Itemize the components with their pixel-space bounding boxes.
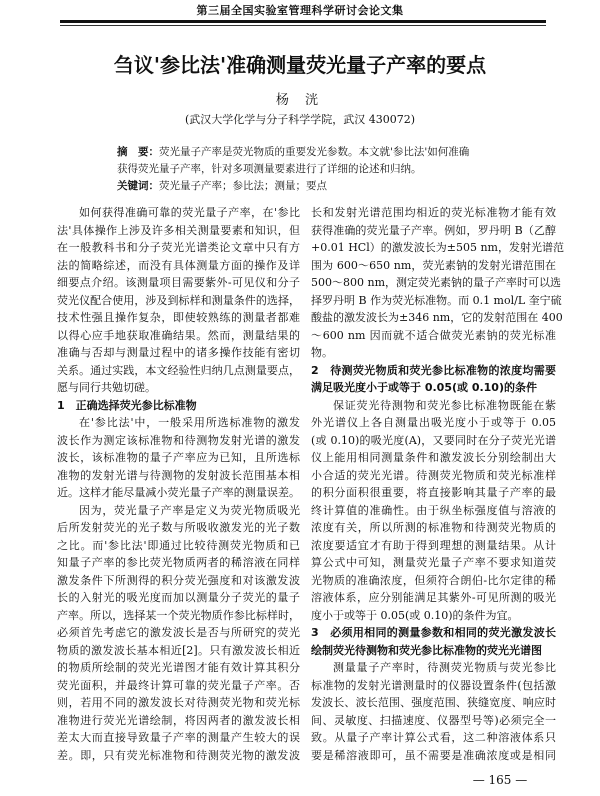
- body-text-line: 酸盐的激发波长为±346 nm，它的发射范围在 400: [311, 311, 563, 324]
- body-text-line: 保证荧光待测物和荧光参比标准物既能在紫: [333, 398, 556, 412]
- body-text-line: 因为，荧光量子产率是定义为荧光物质吸光: [79, 503, 300, 517]
- abstract-label: 摘 要：: [117, 146, 159, 158]
- body-text-line: 差。即，只有荧光标准物和待测荧光物的激发波: [57, 748, 300, 762]
- section-heading-line: 2 待测荧光物质和荧光参比标准物的浓度均需要: [311, 363, 556, 377]
- abstract-text-1: 荧光量子产率是荧光物质的重要发光参数。本文就'参比法'如何准确: [159, 146, 470, 158]
- body-text-line: 物。: [311, 346, 333, 359]
- body-text-line: 准物的发射光谱与待测物的发射波长范围基本相: [57, 468, 300, 482]
- body-text-line: 算公式中可知，测量荧光量子产率不要求知道荧: [311, 556, 556, 569]
- body-text-line: 法的简略综述，而没有具体测量方面的操作及详: [57, 258, 300, 272]
- body-text-line: 的物质所绘制的荧光光谱图才能有效计算其积分: [57, 661, 300, 674]
- body-text-line: 差太大而直接导致量子产率的测量产生较大的误: [57, 731, 300, 744]
- body-text-line: 在一般教科书和分子荧光光谱类论文章中只有方: [57, 241, 300, 254]
- abstract-line-2: 获得荧光量子产率，针对多项测量要素进行了详细的论述和归纳。: [117, 163, 422, 175]
- body-text-line: 物质的激发波长基本相近[2]。只有激发波长相近: [57, 643, 300, 657]
- body-text-line: 技术性强且操作复杂，即使较熟练的测量者都难: [57, 311, 300, 324]
- body-text-line: 准确与否却与测量过程中的诸多操作技能有密切: [57, 346, 300, 359]
- keywords-label: 关键词：: [117, 180, 159, 192]
- body-text-line: 近。这样才能尽量减小荧光量子产率的测量误差。: [57, 486, 300, 499]
- author-name: 杨 洸: [275, 93, 325, 108]
- body-text-line: 如何获得准确可靠的荧光量子产率，在'参比: [79, 206, 300, 219]
- left-column: [57, 204, 300, 764]
- body-text-line: 必须首先考虑它的激发波长是否与所研究的荧光: [57, 626, 300, 639]
- body-text-line: 荧光仪配合使用，涉及到标样和测量条件的选择，: [57, 293, 300, 307]
- body-text-line: 致。从量子产率计算公式看，这二种溶液体系只: [311, 731, 556, 744]
- body-text-line: 间、灵敏度、扫描速度、仪器型号等)必须完全一: [311, 713, 556, 727]
- body-text-line: 后所发射荧光的光子数与所吸收激发光的光子数: [57, 521, 300, 534]
- body-text-line: 产率。所以，选择某一个荧光物质作参比标样时，: [57, 608, 300, 622]
- body-text-line: 要是稀溶液即可，虽不需要是准确浓度或是相同: [311, 748, 556, 762]
- body-text-line: (或 0.10)的吸光度(A)，又要同时在分子荧光光谱: [311, 433, 556, 447]
- body-text-line: 则，若用不同的激发波长对待测荧光物和荧光标: [57, 696, 300, 709]
- body-text-line: 知量子产率的参比荧光物质两者的稀溶液在同样: [57, 556, 300, 569]
- body-text-line: 获得准确的荧光量子产率。例如，罗丹明 B（乙醇: [311, 223, 556, 237]
- body-text-line: 波长作为测定该标准物和待测物发射光谱的激发: [57, 433, 300, 447]
- running-header: 第三届全国实验室管理科学研讨会论文集: [196, 4, 404, 17]
- body-text-line: 择罗丹明 B 作为荧光标准物。而 0.1 mol/L 奎宁硫: [311, 293, 562, 307]
- body-text-line: 浓度要适宜才有助于得到理想的测量结果。从计: [311, 538, 556, 552]
- body-text-line: 测量量子产率时，待测荧光物质与荧光参比: [333, 661, 556, 674]
- right-column: [311, 204, 564, 764]
- body-text-line: 长和发射光谱范围均相近的荧光标准物才能有效: [311, 206, 556, 219]
- body-text-line: 细要点介绍。该测量项目需要紫外-可见仪和分子: [57, 276, 300, 289]
- header-rule-thick: [60, 20, 546, 23]
- body-text-line: 之比。而'参比法'即通过比较待测荧光物质和已: [57, 538, 300, 552]
- abstract-line-1: [117, 144, 517, 161]
- keywords-text: 荧光量子产率；参比法；测量；要点: [159, 180, 327, 192]
- page-number: — 165 —: [472, 773, 528, 787]
- body-text-line: 准物进行荧光光谱绘制，将因两者的激发波长相: [57, 713, 300, 727]
- paper-title: 刍议'参比法'准确测量荧光量子产率的要点: [113, 53, 487, 77]
- body-text-line: 仪上能用相同测量条件和激发波长分别绘制出大: [311, 451, 556, 464]
- body-text-line: 溶液体系，应分别能满足其紫外-可见所测的吸光: [311, 591, 556, 604]
- body-text-line: 激发条件下所测得的积分荧光强度和对该激发波: [57, 573, 300, 587]
- section-heading-line: 绘制荧光待测物和荧光参比标准物的荧光光谱图: [311, 643, 542, 657]
- body-text-line: 波长，该标准物的量子产率应为已知，且所选标: [57, 451, 300, 464]
- author-affiliation: (武汉大学化学与分子科学学院，武汉 430072): [184, 113, 416, 126]
- body-text-line: 长的入射光的吸光度而加以测量分子荧光的量子: [57, 591, 300, 604]
- body-text-line: 标准物的发射光谱测量时的仪器设置条件(包括激: [311, 678, 556, 692]
- body-text-line: 法'具体操作上涉及许多相关测量要素和知识，但: [57, 223, 300, 237]
- body-text-line: 以得心应手地获取准确结果。然而，测量结果的: [57, 328, 300, 342]
- body-text-line: 在'参比法'中，一般采用所选标准物的激发: [79, 416, 300, 429]
- body-text-line: ～600 nm 因而就不适合做荧光素钠的荧光标准: [311, 328, 556, 342]
- keywords-line: [117, 178, 517, 195]
- body-text-line: 关系。通过实践，本文经验性归纳几点测量要点，: [57, 363, 300, 377]
- body-text-line: 外光谱仪上各自测量出吸光度小于或等于 0.05: [311, 416, 556, 429]
- body-text-line: 浓度有关，所以所测的标准物和待测荧光物质的: [311, 521, 556, 534]
- body-text-line: 终计算值的准确性。由于纵坐标强度值与溶液的: [311, 503, 556, 517]
- body-text-line: 500～800 nm，测定荧光素钠的量子产率时可以选: [311, 276, 562, 289]
- section-heading-line: 满足吸光度小于或等于 0.05(或 0.10)的条件: [311, 381, 537, 394]
- body-text-line: 小合适的荧光光谱。待测荧光物质和荧光标准样: [311, 468, 556, 482]
- body-text-line: 荧光面积，并最终计算可靠的荧光量子产率。否: [57, 678, 300, 692]
- body-text-line: 光物质的准确浓度，但须符合朗伯-比尔定律的稀: [311, 573, 556, 587]
- body-text-line: 发波长、波长范围、强度范围、狭缝宽度、响应时: [311, 696, 556, 709]
- body-text-line: 的积分面积很重要，将直接影响其量子产率的最: [311, 486, 556, 499]
- section-heading-line: 1 正确选择荧光参比标准物: [57, 398, 197, 412]
- section-heading-line: 3 必须用相同的测量参数和相同的荧光激发波长: [311, 626, 556, 639]
- body-text-line: +0.01 HCl）的激发波长为±505 nm，发射光谱范: [311, 241, 564, 254]
- body-text-line: 度小于或等于 0.05(或 0.10)的条件为宜。: [311, 608, 519, 622]
- body-text-line: 围为 600～650 nm，荧光素钠的发射光谱范围在: [311, 258, 556, 272]
- body-text-line: 愿与同行共勉切磋。: [57, 381, 156, 394]
- header-rule-thin: [60, 25, 546, 26]
